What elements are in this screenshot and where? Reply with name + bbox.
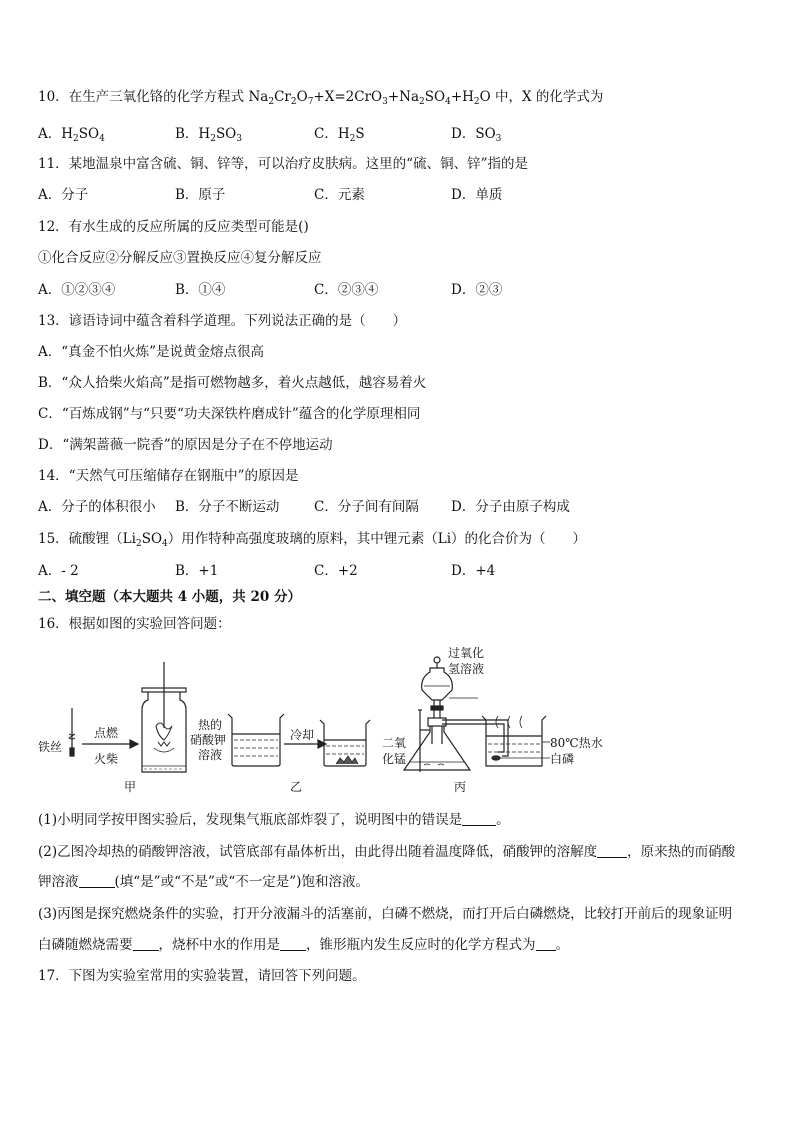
q11-option-b: B．原子 — [175, 187, 226, 203]
q17-stem: 17．下图为实验室常用的实验装置，请回答下列问题。 — [38, 968, 366, 984]
q10-option-d: D．$SO_3$ — [451, 126, 502, 144]
q15-option-a: A．- 2 — [38, 563, 79, 579]
label-h2o2-1: 过氧化 — [448, 646, 485, 660]
q10-option-c: C．$H_2S$ — [314, 126, 365, 144]
label-h2o2-2: 氢溶液 — [448, 662, 485, 676]
label-hot-water: 80℃热水 — [550, 736, 603, 750]
q11-option-c: C．元素 — [314, 187, 365, 203]
q16-stem: 16．根据如图的实验回答问题： — [38, 616, 231, 632]
conical-flask-icon — [404, 718, 478, 770]
q13-option-c: C．“百炼成钢”与“只要“功夫深铁杵磨成针”蕴含的化学原理相同 — [38, 406, 421, 422]
q15-option-d: D．+4 — [451, 563, 496, 579]
q12-option-b: B．①④ — [175, 282, 226, 298]
q15-stem: 15．硫酸锂$(Li_2SO_4)$用作特种高强度玻璃的原料，其中锂元素（Li）的化合价为（ ） — [38, 531, 587, 549]
label-iron-wire: 铁丝 — [38, 740, 63, 754]
beaker-hot-solution-icon — [228, 714, 284, 766]
q12-choices: ①化合反应②分解反应③置换反应④复分解反应 — [38, 250, 322, 266]
answer-blank[interactable] — [133, 936, 159, 951]
q16-part2-line1: (2)乙图冷却热的硝酸钾溶液，试管底部有晶体析出，由此得出随着温度降低，硝酸钾的溶解度 ，原来热的而硝酸 — [38, 844, 736, 860]
label-mno2-2: 化锰 — [382, 752, 407, 766]
answer-blank[interactable] — [280, 936, 306, 951]
experiment-figure — [38, 648, 758, 798]
q16-part1: (1)小明同学按甲图实验后，发现集气瓶底部炸裂了，说明图中的错误是 。 — [38, 812, 510, 828]
q12-option-c: C．②③④ — [314, 282, 379, 298]
label-hot-kno3-2: 硝酸钾 — [190, 733, 227, 747]
answer-blank[interactable] — [79, 873, 115, 888]
delivery-tube-icon — [474, 720, 508, 756]
q14-option-d: D．分子由原子构成 — [451, 499, 570, 515]
label-white-phosphorus: 白磷 — [550, 752, 575, 766]
q15-option-c: C．+2 — [314, 563, 358, 579]
label-jia: 甲 — [124, 780, 137, 794]
q11-option-d: D．单质 — [451, 187, 503, 203]
q12-stem: 12．有水生成的反应所属的反应类型可能是() — [38, 219, 309, 235]
iron-wire-icon — [69, 708, 75, 756]
q13-option-b: B．“众人拾柴火焰高”是指可燃物越多，着火点越低，越容易着火 — [38, 375, 427, 391]
label-match: 火柴 — [94, 752, 119, 766]
q14-stem: 14．“天然气可压缩储存在钢瓶中”的原因是 — [38, 468, 299, 484]
arrow-ignite-icon — [82, 740, 138, 748]
label-hot-kno3-1: 热的 — [198, 718, 223, 732]
q13-stem: 13．谚语诗词中蕴含着科学道理。下列说法正确的是（ ） — [38, 313, 407, 329]
q11-option-a: A．分子 — [38, 187, 89, 203]
q16-part3-line1: (3)丙图是探究燃烧条件的实验，打开分液漏斗的活塞前，白磷不燃烧，而打开后白磷燃烧，比较打开前后的现象证明 — [38, 906, 733, 922]
gas-jar-icon — [142, 662, 186, 772]
label-yi: 乙 — [290, 780, 303, 794]
q15-option-b: B．+1 — [175, 563, 219, 579]
q14-option-b: B．分子不断运动 — [175, 499, 280, 515]
label-mno2-1: 二氧 — [382, 736, 407, 750]
answer-blank[interactable] — [536, 936, 556, 951]
q10-option-b: B．$H_2SO_3$ — [175, 126, 242, 144]
answer-blank[interactable] — [462, 811, 496, 826]
q13-option-d: D．“满架蔷薇一院香”的原因是分子在不停地运动 — [38, 437, 333, 453]
label-cool: 冷却 — [290, 728, 315, 742]
q16-part2-line2: 钾溶液 (填“是”或“不是”或“不一定是”)饱和溶液。 — [38, 874, 369, 890]
q14-option-a: A．分子的体积很小 — [38, 499, 156, 515]
q13-option-a: A．“真金不怕火炼”是说黄金熔点很高 — [38, 344, 265, 360]
label-bing: 丙 — [454, 780, 467, 794]
beaker-crystals-icon — [320, 720, 370, 766]
q10-stem: 10．在生产三氧化铬的化学方程式 $Na_2Cr_2O_7+X=2CrO_3+Na_2SO_4+H_2O$ 中，X 的化学式为 — [38, 89, 604, 107]
q14-option-c: C．分子间有间隔 — [314, 499, 419, 515]
experiment-diagram — [38, 648, 758, 798]
q11-stem: 11．某地温泉中富含硫、铜、锌等，可以治疗皮肤病。这里的“硫、铜、锌”指的是 — [38, 156, 528, 172]
answer-blank[interactable] — [597, 843, 627, 858]
q12-option-d: D．②③ — [451, 282, 503, 298]
label-hot-kno3-3: 溶液 — [198, 748, 223, 762]
section-title: 二、填空题（本大题共 4 小题，共 20 分） — [38, 589, 301, 605]
q10-option-a: A．$H_2SO_4$ — [38, 126, 105, 144]
q12-option-a: A．①②③④ — [38, 282, 116, 298]
label-ignite: 点燃 — [94, 726, 119, 740]
q16-part3-line2: 白磷随燃烧需要 ，烧杯中水的作用是 ，锥形瓶内发生反应时的化学方程式为 。 — [38, 937, 569, 953]
